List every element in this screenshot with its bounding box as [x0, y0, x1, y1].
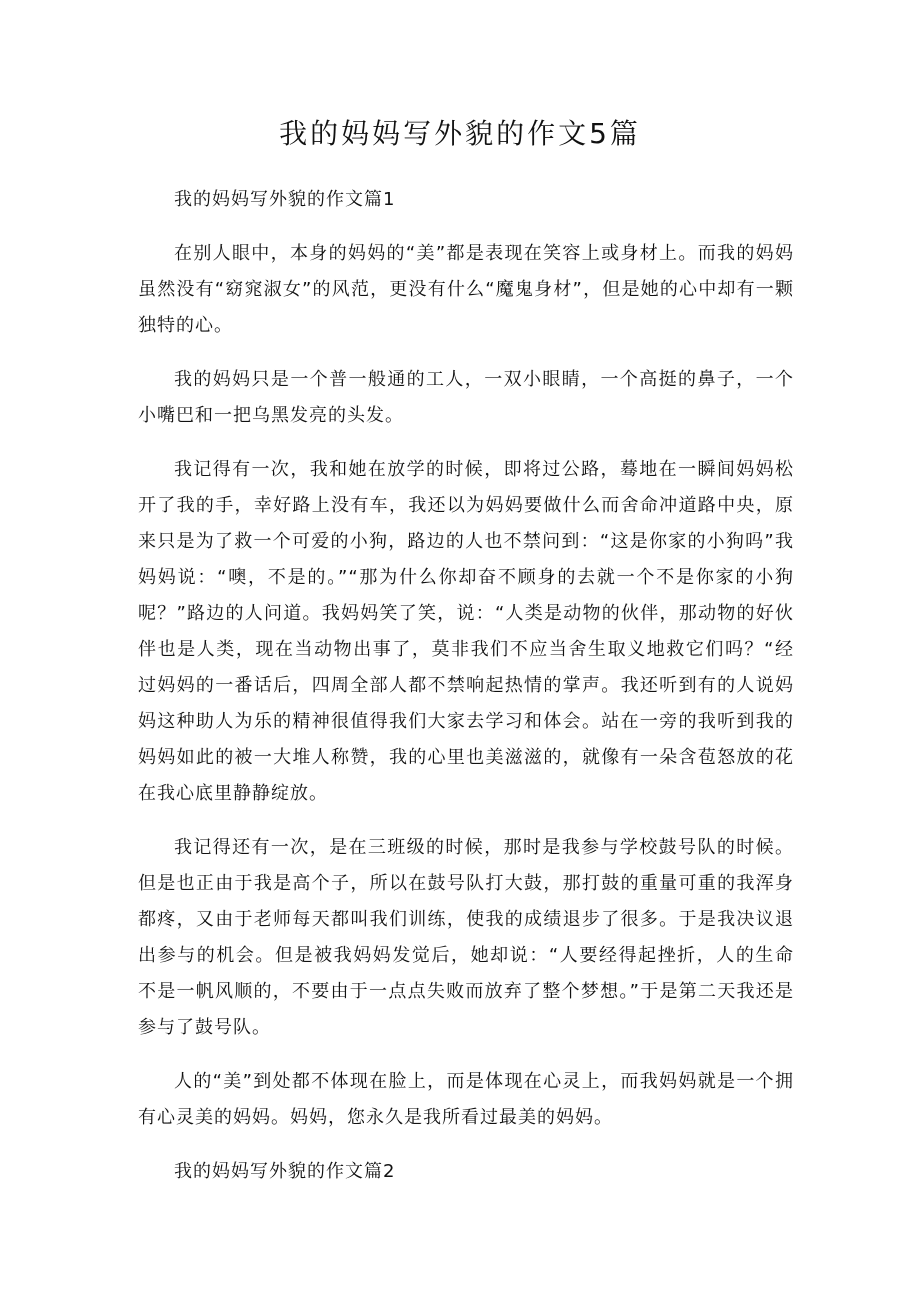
paragraph-3: 我记得有一次，我和她在放学的时候，即将过公路，蓦地在一瞬间妈妈松开了我的手，幸好路上没有车，我还以为妈妈要做什么而舍命冲道路中央，原来只是为了救一个可爱的小狗，路边的人也不禁问到：“这是你家的小狗吗”我妈妈说：“噢，不是的。”“那为什么你却奋不顾身的去就一个不是你家的小狗呢？”路边的人问道。我妈妈笑了笑，说：“人类是动物的伙伴，那动物的好伙伴也是人类，现在当动物出事了，莫非我们不应当舍生取义地救它们吗？“经过妈妈的一番话后，四周全部人都不禁响起热情的掌声。我还听到有的人说妈妈这种助人为乐的精神很值得我们大家去学习和体会。站在一旁的我听到我的妈妈如此的被一大堆人称赞，我的心里也美滋滋的，就像有一朵含苞怒放的花在我心底里静静绽放。 — [138, 459, 794, 804]
section-heading-2: 我的妈妈写外貌的作文篇2 — [174, 1161, 396, 1182]
paragraph-4: 我记得还有一次，是在三班级的时候，那时是我参与学校鼓号队的时候。但是也正由于我是高个子，所以在鼓号队打大鼓，那打鼓的重量可重的我浑身都疼，又由于老师每天都叫我们训练，使我的成绩退步了很多。于是我决议退出参与的机会。但是被我妈妈发觉后，她却说：“人要经得起挫折，人的生命不是一帆风顺的，不要由于一点点失败而放弃了整个梦想。”于是第二天我还是参与了鼓号队。 — [138, 837, 794, 1038]
section-heading-1: 我的妈妈写外貌的作文篇1 — [174, 189, 396, 210]
document-title: 我的妈妈写外貌的作文5篇 — [279, 117, 641, 150]
paragraph-2: 我的妈妈只是一个普一般通的工人，一双小眼睛，一个高挺的鼻子，一个小嘴巴和一把乌黑发亮的头发。 — [138, 369, 794, 426]
document-body — [138, 182, 794, 1208]
paragraph-5: 人的“美”到处都不体现在脸上，而是体现在心灵上，而我妈妈就是一个拥有心灵美的妈妈。妈妈，您永久是我所看过最美的妈妈。 — [138, 1071, 794, 1128]
paragraph-1: 在别人眼中，本身的妈妈的“美”都是表现在笑容上或身材上。而我的妈妈虽然没有“窈窕淑女”的风范，更没有什么“魔鬼身材”，但是她的心中却有一颗独特的心。 — [138, 243, 794, 336]
